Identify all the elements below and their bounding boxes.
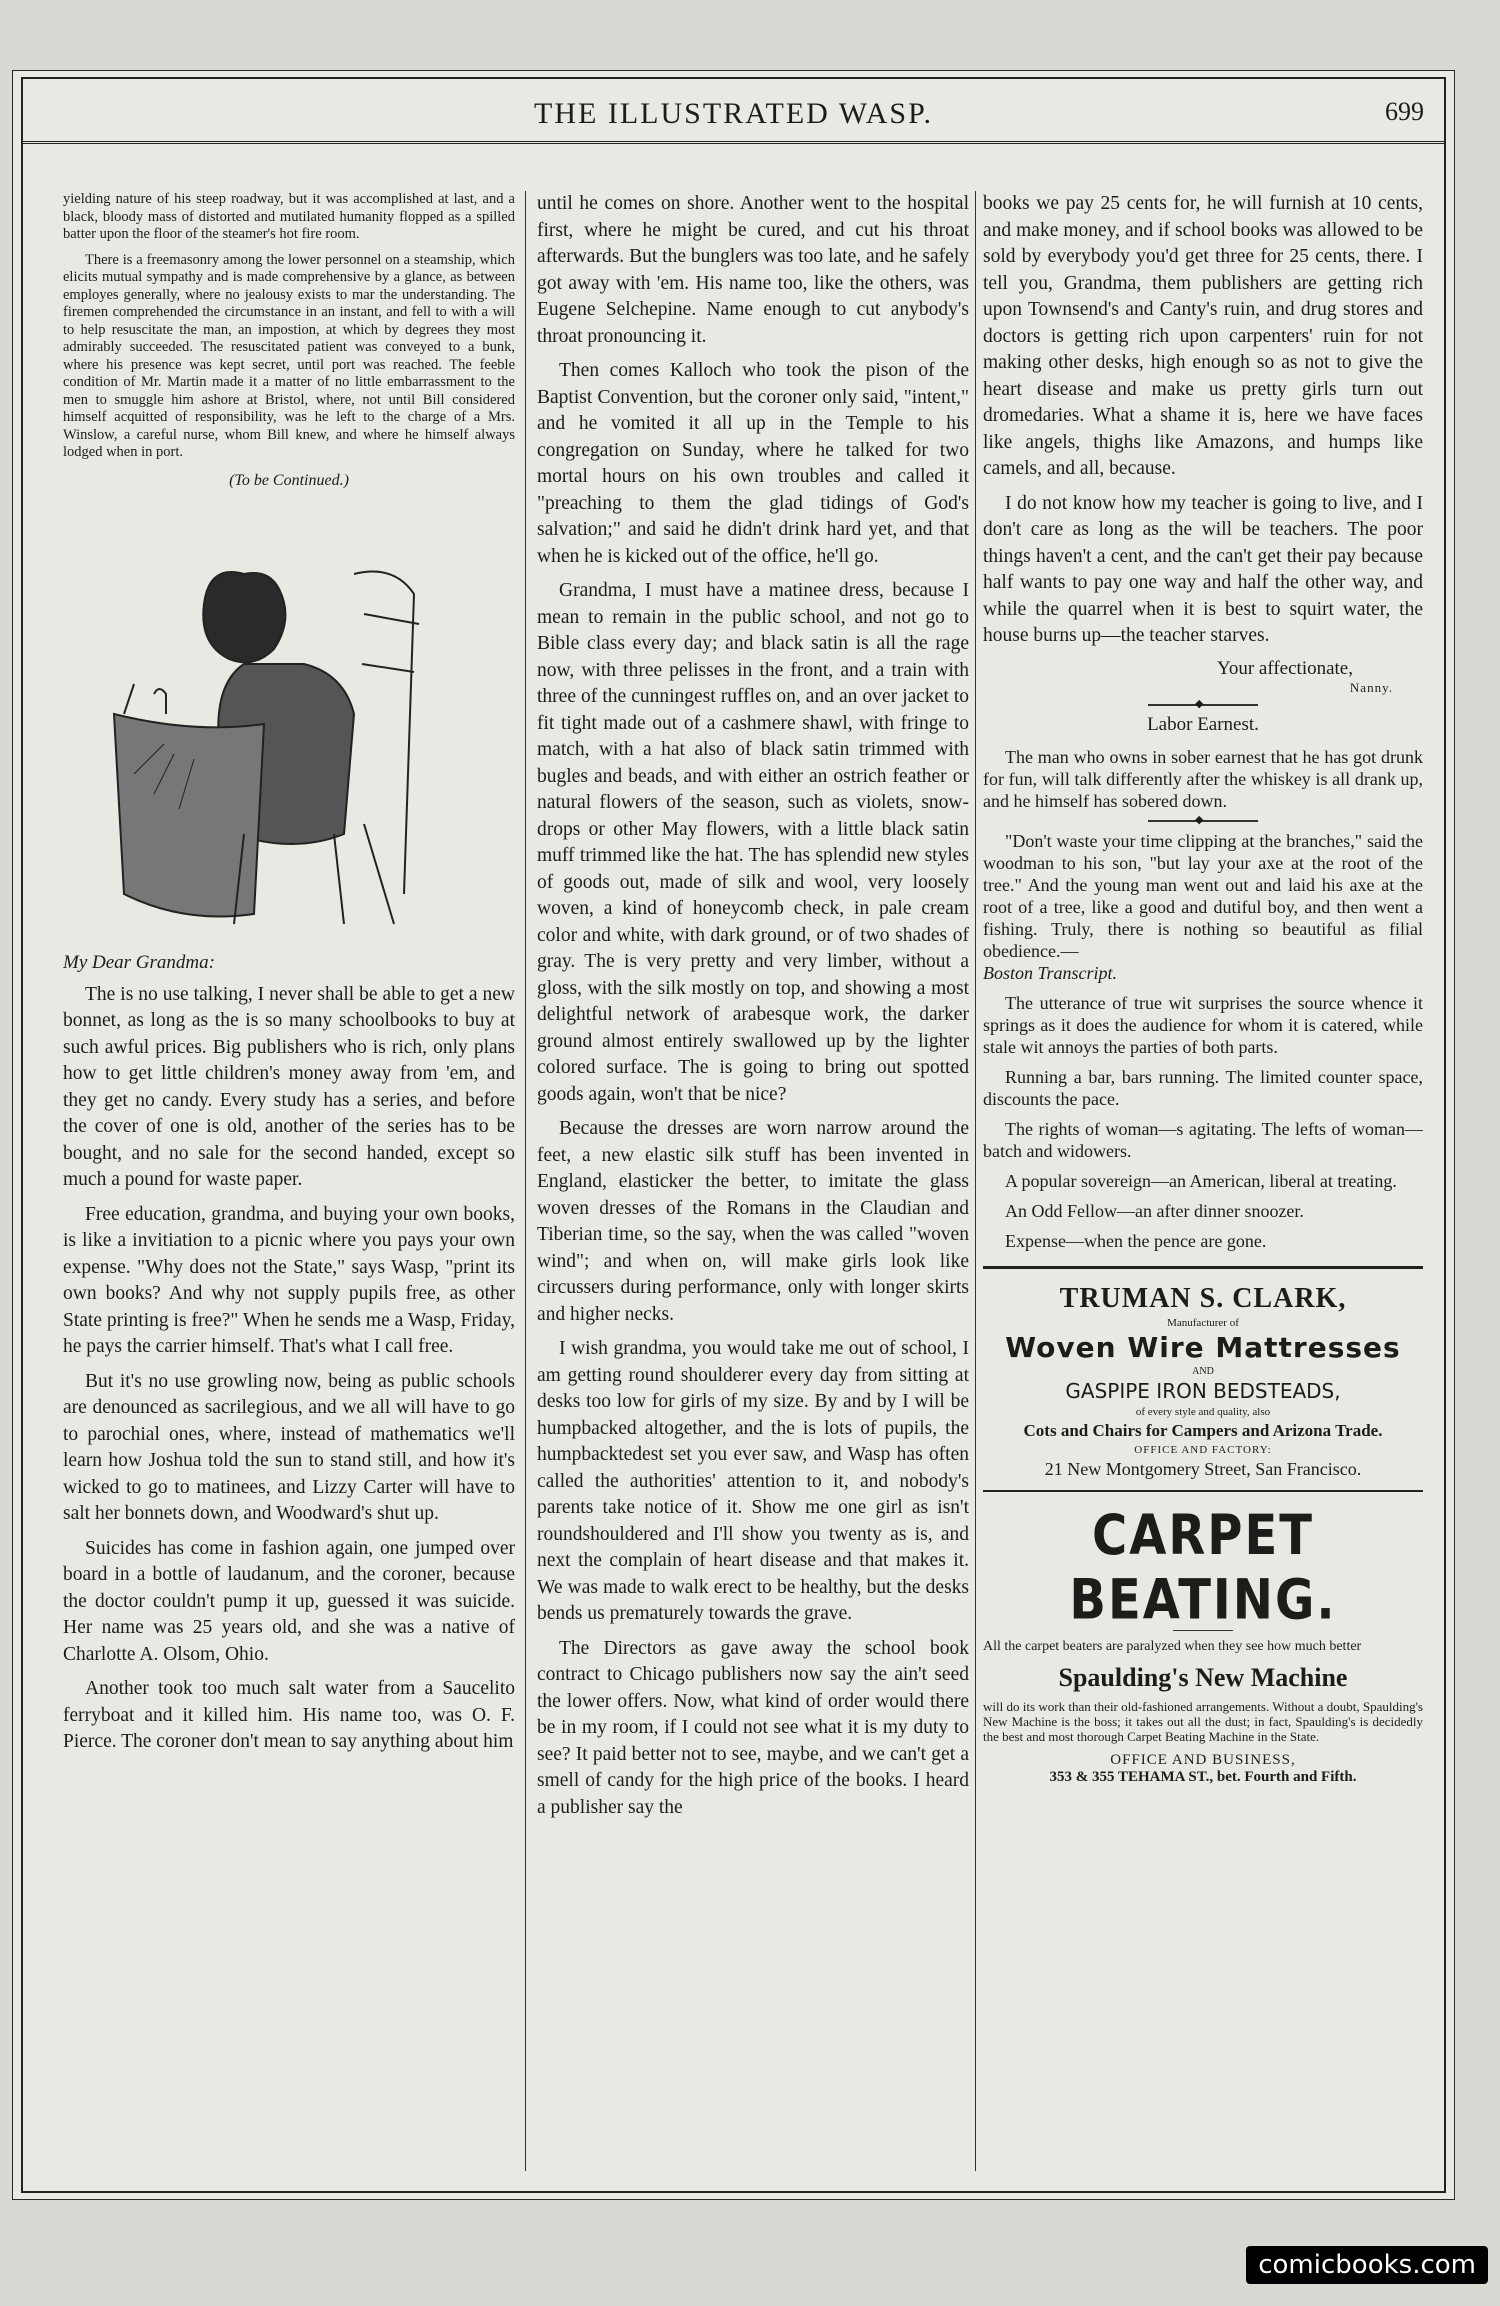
ad-carpet-office: OFFICE AND BUSINESS, [1110, 1751, 1296, 1768]
letter-paragraph: Then comes Kalloch who took the pison of the Baptist Convention, but the coroner only said, "intent," and he vomited it all up in the Temple to his congregation on Sunday, where he talked for two mortal hours on his own troubles and called it "preaching to them the glad tidings of God's salvation;" and said he didn't drink hard yet, and that when he is kicked out of the office, he'll go. [537, 360, 969, 567]
ad-carpet-intro: All the carpet beaters are paralyzed when they see how much better [983, 1638, 1362, 1654]
column-rule [525, 191, 526, 2171]
subhead-labor: Labor Earnest. [1147, 713, 1259, 735]
ad-clark-product2: GASPIPE IRON BEDSTEADS, [1065, 1378, 1341, 1403]
short-item: Running a bar, bars running. The limited counter space, discounts the pace. [983, 1066, 1423, 1109]
letter-paragraph: Grandma, I must have a matinee dress, because I mean to remain in the public school, and not go to Bible class every day; and black satin is all the rage now, with three pelisses in the front, and a train with three of the cunningest ruffles on, and an over jacket to fit tight made out of a cashmere shawl, with fringe to match, with a hat also of black satin trimmed with bugles and beads, and with either an ostrich feather or natural flowers of the season, such as violets, snow-drops or other May flowers, with a little black satin muff trimmed like the hat. The has splendid new styles of goods out, made of silk and wool, very loosely woven, a kind of honeycomb check, in pale cream color and white, with dark ground, or of two shades of gray. The is very pretty and very limber, without a gloss, with the silk mostly on top, and showing a most delightful network of arabesque work, the darker ground almost entirely swallowed up by the lighter colored surface. The is going to bring out spotted goods again, won't that be nice? [537, 580, 969, 1105]
story-paragraph: There is a freemasonry among the lower personnel on a steamship, which elicits mutual sympathy and is made comprehensive by a glance, as between employes generally, where no jealousy exists to mar the understanding. The firemen comprehended the circumstance in an instant, and fell to with a will to help resuscitate the man, an impostion, at which by degrees they most admirably succeeded. The resuscitated patient was conveyed to a bunk, where his presence was kept secret, until port was reached. The feeble condition of Mr. Martin made it a matter of no little embarrassment to the men to smuggle him ashore at Bristol, where, not until Bill considered himself acquitted of responsibility, was he left to the charge of a Mrs. Winslow, a careful nurse, whom Bill knew, and where he himself always lodged when in port. [63, 251, 515, 460]
ad-clark-address: 21 New Montgomery Street, San Francisco. [1044, 1458, 1362, 1479]
letter-signature: Nanny. [1349, 679, 1393, 695]
letter-paragraph: Suicides has come in fashion again, one jumped over board in a bottle of laudanum, and the coroner, because the doctor couldn't pump it up, guessed it was suicide. Her name was 25 years old, and she was a native of Charlotte A. Olsom, Ohio. [63, 1537, 515, 1665]
short-item: The rights of woman—s agitating. The lefts of woman—batch and widowers. [983, 1118, 1423, 1161]
short-item: An Odd Fellow—an after dinner snoozer. [1005, 1200, 1304, 1221]
item-woodman: "Don't waste your time clipping at the branches," said the woodman to his son, "but lay your axe at the root of the tree." And the young man went out and laid his axe at the root of a tree, like a good and dutiful boy, and then went a fishing. Truly, there is nothing so beautiful as filial obedience.— [983, 830, 1423, 961]
letter-salutation: My Dear Grandma: [63, 951, 215, 973]
column-rule [975, 191, 976, 2171]
ad-clark-and: AND [1192, 1365, 1214, 1377]
advertisement-clark [983, 1266, 1423, 1492]
letter-paragraph: until he comes on shore. Another went to the hospital first, where he might be cured, and cut his throat afterwards. But the bunglers was too late, and he safely got away with 'em. His name too, like the others, was Eugene Selchepine. Name enough to cut anybody's throat pronouncing it. [537, 193, 969, 347]
letter-paragraph: books we pay 25 cents for, he will furnish at 10 cents, and make money, and if school books was allowed to be sold by everybody you'd get three for 25 cents, there. I tell you, Grandma, them publishers are getting rich upon Townsend's and Canty's ruin, and drug stores and doctors is getting rich upon carpenters' ruin for not making other desks, high enough so as not to give the heart disease and make us pretty girls turn out dromedaries. What a shame it is, here we have faces like angels, thighs like Amazons, and humps like camels, and all, because. [983, 193, 1423, 479]
column-1 [63, 191, 515, 2171]
story-paragraph: yielding nature of his steep roadway, but it was accomplished at last, and a black, bloody mass of distorted and mutilated humanity flopped as a spilled batter upon the floor of the steamer's hot fire room. [63, 191, 515, 242]
letter-paragraph: Another took too much salt water from a Saucelito ferryboat and it killed him. His name too, was O. F. Pierce. The coroner don't mean to say anything about him [63, 1678, 515, 1752]
page-header [23, 97, 1444, 144]
column-2 [537, 191, 969, 2171]
ad-carpet-machine: Spaulding's New Machine [1058, 1662, 1348, 1692]
short-item: A popular sovereign—an American, liberal at treating. [1005, 1170, 1397, 1191]
column-3 [983, 191, 1423, 2171]
ad-clark-product: Woven Wire Mattresses [1005, 1330, 1401, 1364]
ad-clark-office: OFFICE AND FACTORY: [1134, 1443, 1272, 1456]
ornament-divider [1148, 704, 1258, 706]
letter-paragraph: Free education, grandma, and buying your own books, is like a invitiation to a picnic where you pays your own expense. "Why does not the State," says Wasp, "print its own books? And why not supply pupils free, as other State printing is free?" When he sends me a Wasp, Friday, he pays the carrier himself. That's what I call free. [63, 1203, 515, 1357]
ad-carpet-body: will do its work than their old-fashioned arrangements. Without a doubt, Spaulding's New Machine is the boss; it takes out all the dust; in fact, Spaulding's is decidedly the best and most thorough Carpet Beating Machine in the State. [983, 1698, 1423, 1744]
page-sheet [12, 70, 1455, 2200]
ad-clark-name: TRUMAN S. CLARK, [1059, 1282, 1347, 1314]
ornament-divider [1148, 820, 1258, 822]
letter-signoff: Your affectionate, [1217, 657, 1353, 679]
item-labor: The man who owns in sober earnest that he has got drunk for fun, will talk differently after the whiskey is all drank up, and he himself has sobered down. [983, 746, 1423, 811]
letter-paragraph: The is no use talking, I never shall be able to get a new bonnet, as long as the is so many schoolbooks to buy at such awful prices. Big publishers who is rich, only plans how to get little children's money away from 'em, and they get no candy. Every study has a series, and before the cover of one is old, another of the series has to be bought, and no sale for the second handed, except so much a pound for waste paper. [63, 983, 515, 1190]
short-item: Expense—when the pence are gone. [1005, 1230, 1267, 1251]
ad-carpet-address: 353 & 355 TEHAMA ST., bet. Fourth and Fifth. [1049, 1768, 1357, 1785]
girl-writing-illustration [94, 504, 484, 934]
masthead-title: THE ILLUSTRATED WASP. [534, 97, 933, 130]
ad-clark-maker: Manufacturer of [1167, 1316, 1239, 1329]
letter-paragraph: I wish grandma, you would take me out of school, I am getting round shoulderer every day from sitting at desks too low for girls of my size. By and by I will be humpbacked altogether, and the is lots of pupils, the humpbacktedest set you ever saw, and Wasp has often called the authorities' attention to it, and nobody's parents take notice of it. Show me one girl as isn't roundshouldered and I'll show you twenty as is, and next the complain of heart disease and that makes it. We was made to walk erect to be healthy, but the desks bends us prematurely towards the grave. [537, 1338, 969, 1624]
letter-paragraph: I do not know how my teacher is going to live, and I don't care as long as the will be teachers. The poor things haven't a cent, and the can't get their pay because half wants to pay one way and half the other way, and while the quarrel when it is best to squirt water, the house burns up—the teacher starves. [983, 492, 1423, 646]
ad-clark-style: of every style and quality, also [1135, 1405, 1271, 1418]
item-woodman-source: Boston Transcript. [983, 962, 1118, 983]
continued-note: (To be Continued.) [229, 471, 349, 489]
short-item: The utterance of true wit surprises the source whence it springs as it does the audience for whom it is catered, while stale wit annoys the parties of both parts. [983, 992, 1423, 1057]
ad-clark-chairs: Cots and Chairs for Campers and Arizona Trade. [1023, 1420, 1383, 1440]
letter-paragraph: Because the dresses are worn narrow around the feet, a new elastic silk stuff has been invented in England, elasticker the better, to imitate the glass woven dresses of the Romans in the Claudian and Tiberian time, so the say, when the was called "woven wind"; and when on, will make girls look like circussers during performance, only with longer skirts and higher necks. [537, 1118, 969, 1325]
letter-paragraph: The Directors as gave away the school book contract to Chicago publishers now say the ain't seed the lower offers. Now, what kind of order would there be in my room, if I could not see what it is my duty to see? It paid better not to see, maybe, and we can't get a smell of candy for the high price of the books. I heard a publisher say the [537, 1637, 969, 1818]
advertisement-carpet [983, 1492, 1423, 1786]
page-number: 699 [1385, 97, 1424, 126]
page-frame [21, 77, 1446, 2193]
watermark-label: comicbooks.com [1246, 2246, 1488, 2284]
letter-paragraph: But it's no use growling now, being as public schools are denounced as sacrilegious, and we all will have to go to parochial ones, where, instead of mathematics we'll learn how Joshua told the sun to stand still, and how it's wicked to go to matinees, and Lizzy Carter will have to salt her bonnets down, and Woodward's shut up. [63, 1370, 515, 1524]
ad-carpet-headline: CARPET BEATING. [1069, 1503, 1337, 1632]
